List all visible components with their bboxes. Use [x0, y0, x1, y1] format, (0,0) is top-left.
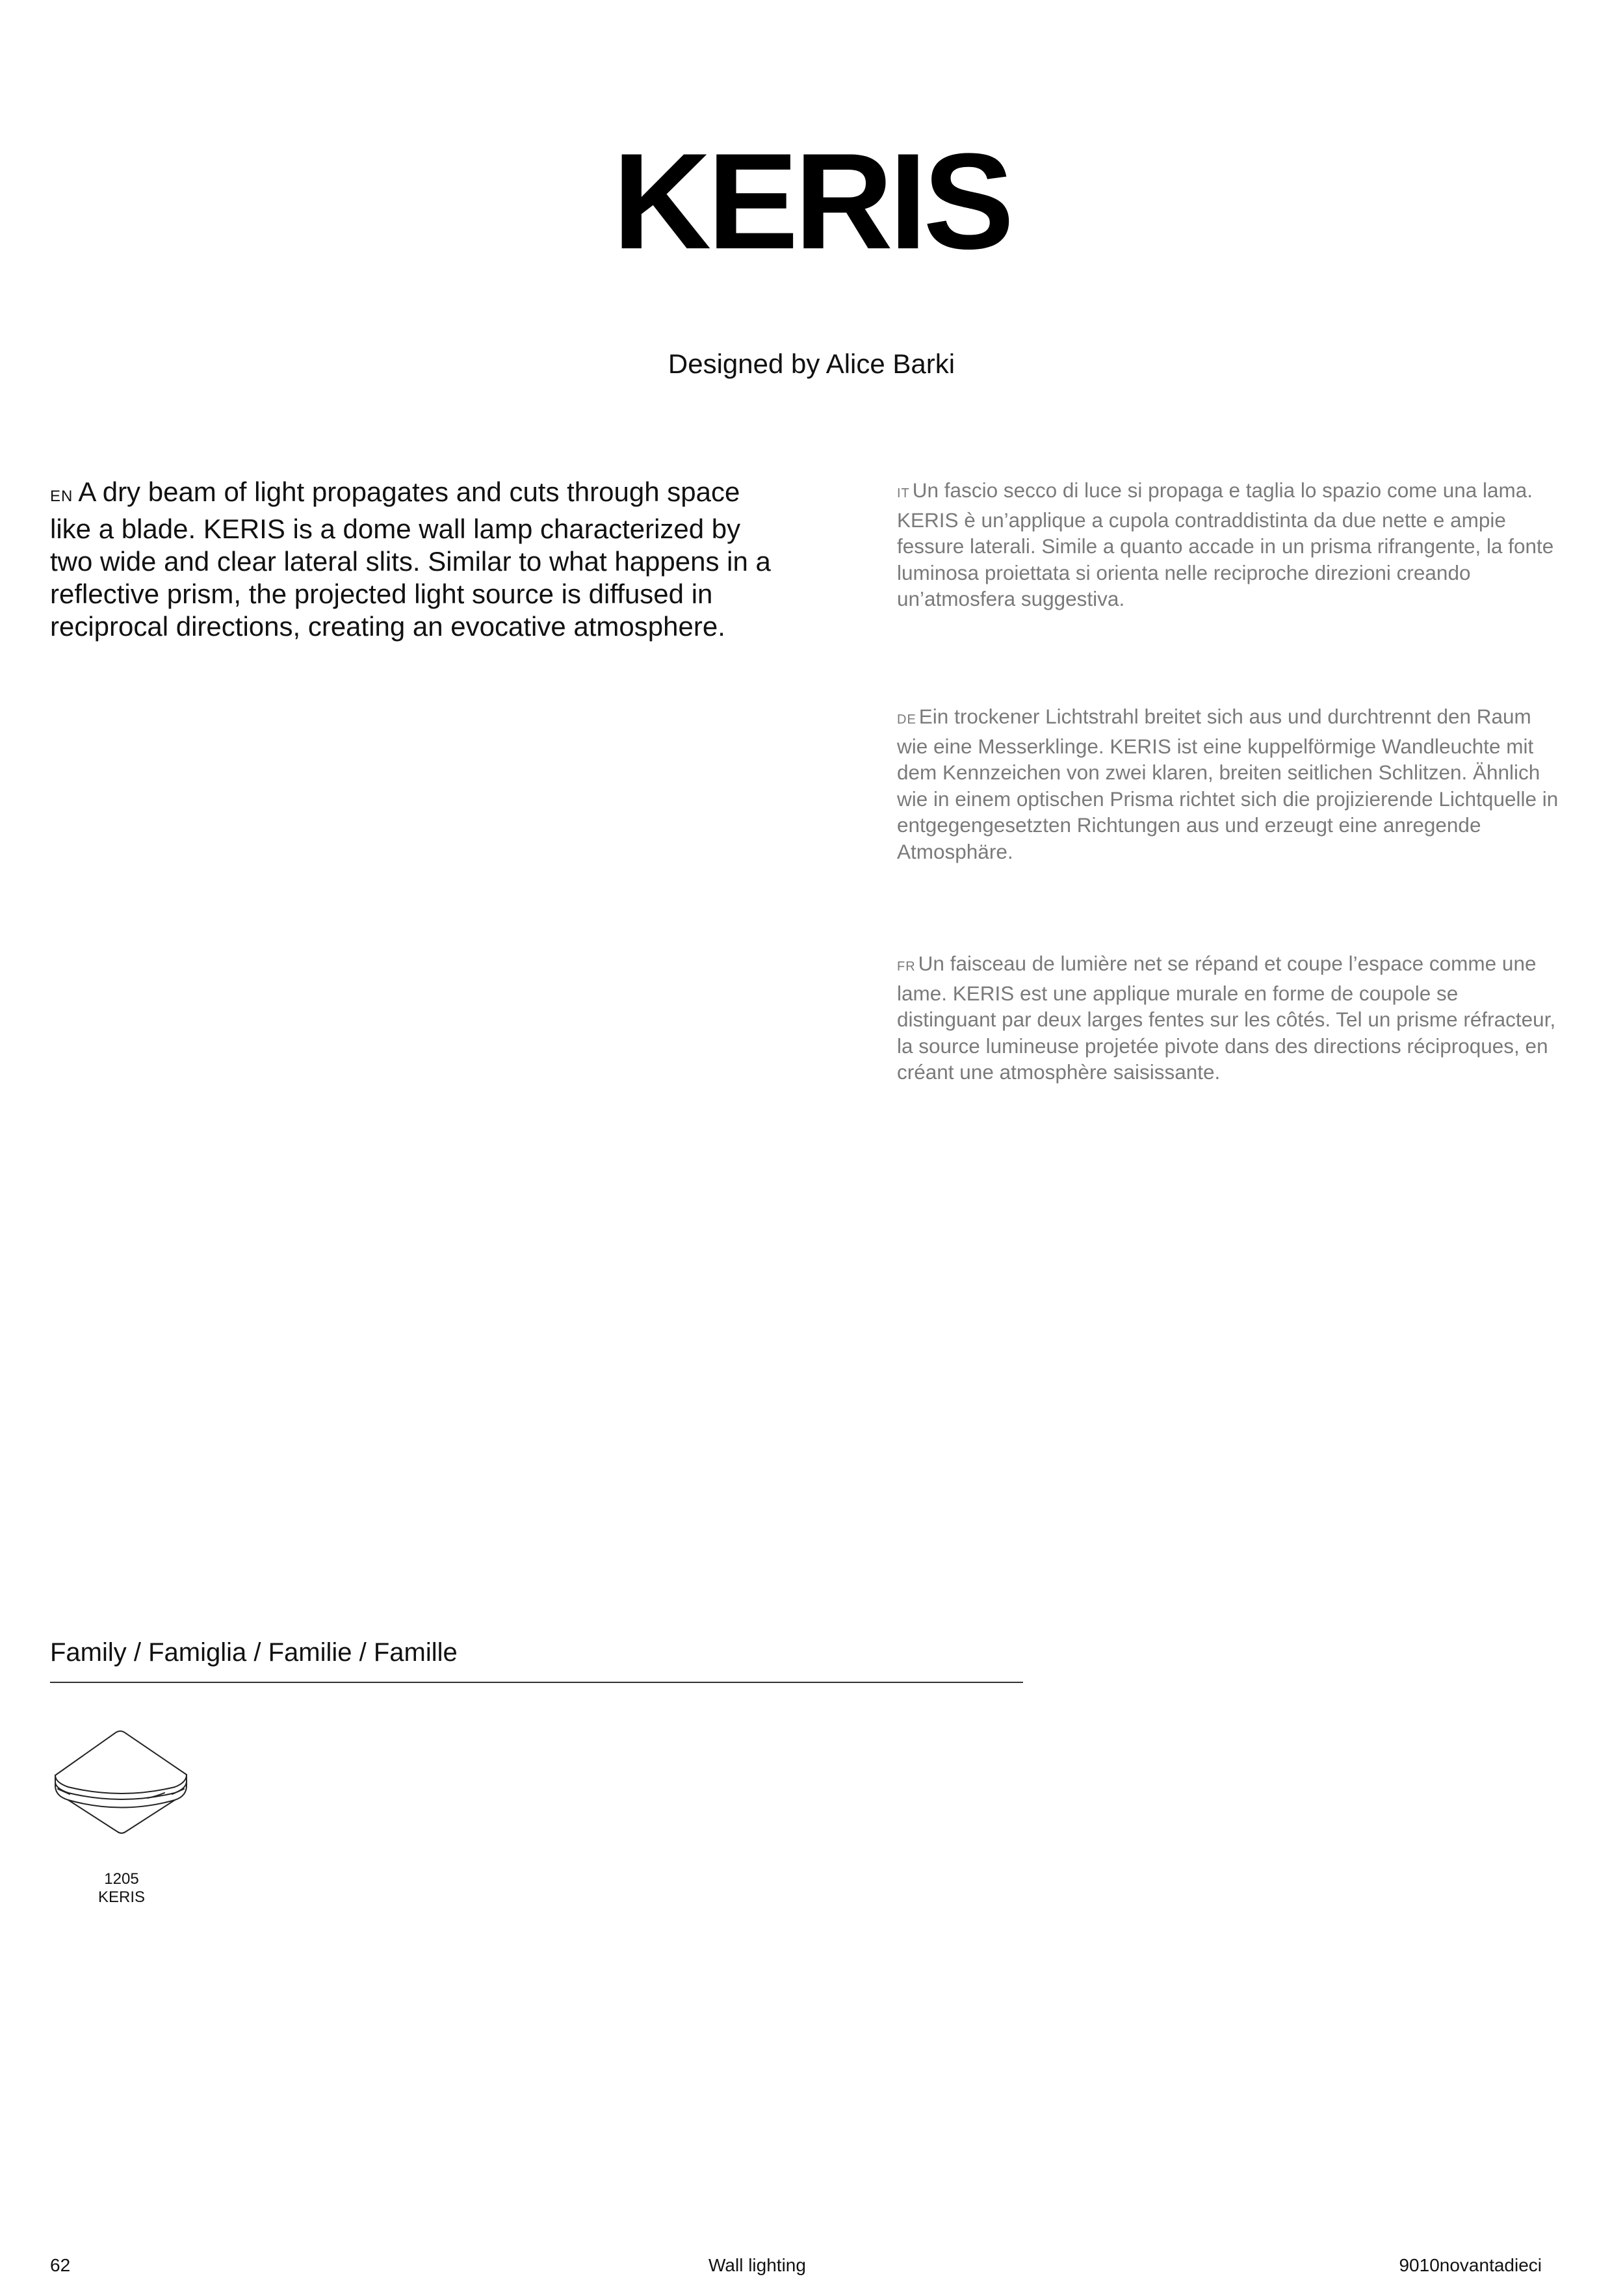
language-tag-fr: FR — [897, 959, 916, 974]
family-product-card[interactable] — [50, 1723, 193, 1907]
dome-wall-lamp-icon — [50, 1723, 193, 1840]
language-tag-it: IT — [897, 486, 910, 501]
product-code: 1205 — [104, 1870, 139, 1888]
description-it — [897, 477, 1560, 612]
description-de — [897, 703, 1560, 865]
family-heading: Family / Famiglia / Familie / Famille — [50, 1638, 458, 1667]
designer-credit: Designed by Alice Barki — [668, 348, 955, 379]
page-number: 62 — [50, 2255, 71, 2275]
product-title: KERIS — [612, 125, 1011, 278]
section-name: Wall lighting — [708, 2255, 806, 2275]
description-en-text: A dry beam of light propagates and cuts through space like a blade. KERIS is a dome wall lamp characterized by two wide and clear lateral slits. Similar to what happens in a reflective prism, the projected light source is diffused in reciprocal directions, creating an evocative atmosphere. — [50, 476, 771, 642]
description-de-text: Ein trockener Lichtstrahl breitet sich aus und durchtrennt den Raum wie eine Messerklinge. KERIS ist eine kuppelförmige Wandleuchte mit dem Kennzeichen von zwei klaren, breiten seitlichen Schlitzen. Ähnlich wie in einem optischen Prisma richtet sich die projizierende Lichtquelle in entgegengesetzten Richtungen aus und erzeugt eine anregende Atmosphäre. — [897, 705, 1559, 863]
description-fr — [897, 950, 1560, 1086]
description-fr-text: Un faisceau de lumière net se répand et coupe l’espace comme une lame. KERIS est une applique murale en forme de coupole se distinguant par deux larges fentes sur les côtés. Tel un prisme réfracteur, la source lumineuse projetée pivote dans des directions réciproques, en créant une atmosphère saisissante. — [897, 952, 1556, 1084]
brand-name: 9010novantadieci — [1399, 2255, 1542, 2275]
language-tag-en: EN — [50, 488, 73, 505]
description-en — [50, 476, 778, 643]
description-it-text: Un fascio secco di luce si propaga e taglia lo spazio come una lama. KERIS è un’applique a cupola contraddistinta da due nette e ampie fessure laterali. Simile a quanto accade in un prisma rifrangente, la fonte luminosa proiettata si orienta nelle reciproche direzioni creando un’atmosfera suggestiva. — [897, 478, 1554, 610]
family-divider — [50, 1682, 1023, 1683]
product-name: KERIS — [97, 1888, 146, 1906]
language-tag-de: DE — [897, 712, 916, 727]
